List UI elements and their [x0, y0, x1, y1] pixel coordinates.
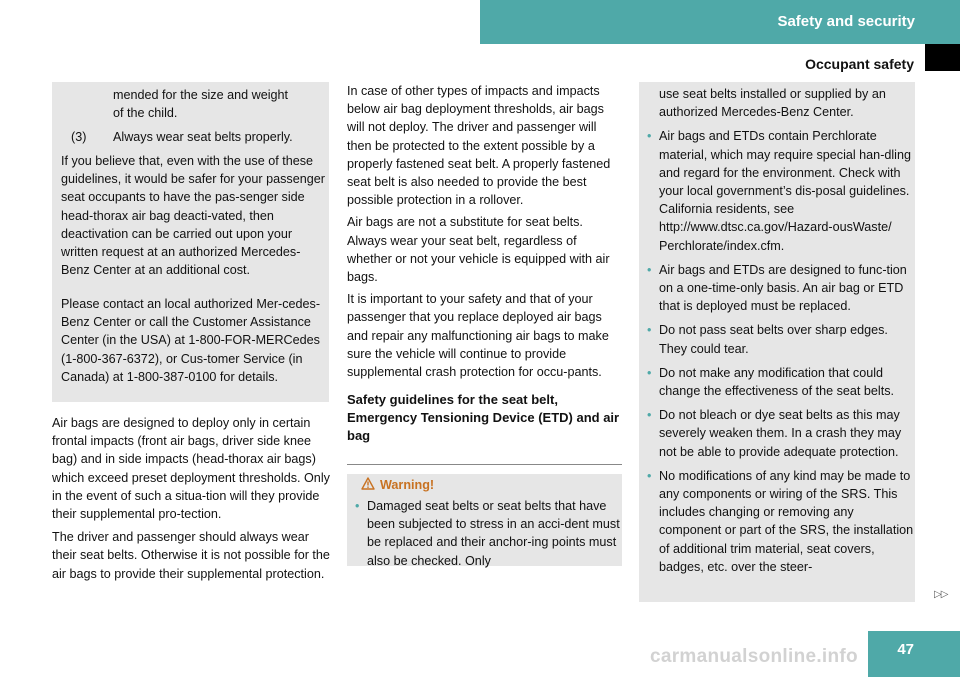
heading-divider — [347, 464, 622, 465]
header-marker — [925, 44, 960, 71]
warning-triangle-icon — [361, 477, 375, 495]
page-number: 47 — [897, 641, 914, 658]
list-item: • Do not pass seat belts over sharp edges. They could tear. — [647, 323, 888, 356]
bullet-icon: • — [647, 129, 652, 144]
child-seat-info-box — [52, 82, 329, 402]
list-item: • Air bags and ETDs contain Perchlorate material, which may require special han-dling and regard for the environment. Check with your local government’s dis-posal guidelines. California residents, see http://www.dtsc.ca.gov/Hazard-ousWaste/ Perchlorate/index.cfm. — [647, 129, 911, 253]
page-number-box — [868, 631, 960, 677]
continue-arrow-icon: ▷▷ — [934, 589, 948, 600]
paragraph: Air bags are designed to deploy only in certain frontal impacts (front air bags, driver side knee bag) and in side impacts (head-thorax air bags) which exceed preset deployment thresholds. Only in the event of such a situa-tion will they provide their supplemental pro-tection. — [52, 416, 330, 522]
subsection-title: Occupant safety — [805, 56, 914, 72]
list-item-text: Always wear seat belts properly. — [113, 130, 293, 144]
paragraph: Air bags are not a substitute for seat belts. Always wear your seat belt, regardless of whether or not your vehicle is equipped with air bags. — [347, 215, 610, 285]
contact-paragraph: Please contact an local authorized Mer-cedes-Benz Center or call the Customer Assistance Center (in the USA) at 1-800-FOR-MERCedes (1-800-367-6372), or Cus-tomer Service (in Canada) at 1-800-387-0100 for details. — [61, 297, 321, 384]
list-item-number: (3) — [71, 130, 87, 144]
list-continuation-line: of the child. — [113, 106, 178, 120]
section-heading: Safety guidelines for the seat belt, Emergency Tensioning Device (ETD) and air bag — [347, 392, 620, 444]
paragraph: It is important to your safety and that of your passenger that you replace deployed air bags and repair any malfunctioning air bags to make sure the vehicle will continue to provide supplemental crash protection for occu-pants. — [347, 292, 609, 380]
bullet-icon: • — [647, 408, 652, 423]
list-item: • Do not bleach or dye seat belts as this may severely weaken them. In a crash they may not be able to provide adequate protection. — [647, 408, 902, 459]
section-title: Safety and security — [777, 13, 915, 30]
list-item: • No modifications of any kind may be made to any components or wiring of the SRS. This includes changing or removing any component or part of the SRS, the installation of additional trim material, seat covers, badges, etc. over the steer- — [647, 468, 914, 574]
list-continuation-line: mended for the size and weight — [113, 88, 289, 102]
paragraph: The driver and passenger should always wear their seat belts. Otherwise it is not possible for the air bags to provide their supplemental protection. — [52, 530, 330, 581]
column-1-text — [52, 414, 332, 588]
warning-text: Damaged seat belts or seat belts that have been subjected to stress in an acci-dent must be replaced and their anchor-ing points must also be checked. Only — [367, 499, 620, 568]
warning-box — [347, 474, 622, 566]
bullet-icon: • — [647, 365, 652, 380]
bullet-icon: • — [647, 468, 652, 483]
bullet-icon: • — [647, 323, 652, 338]
watermark: carmanualsonline.info — [650, 646, 858, 667]
warning-title: Warning! — [380, 478, 435, 492]
continued-text: use seat belts installed or supplied by an authorized Mercedes-Benz Center. — [659, 87, 886, 120]
list-item: • Air bags and ETDs are designed to func-tion on a one-time-only basis. An air bag or ETD that is deployed must be replaced. — [647, 262, 907, 314]
paragraph: In case of other types of impacts and impacts below air bag deployment thresholds, air bags will not deploy. The driver and passenger will then be protected to the extent possible by a properly fastened seat belt. A properly fastened seat belt is also needed to provide the best possible protection in a rollover. — [347, 84, 611, 208]
column-2-text — [347, 82, 623, 449]
deactivation-paragraph: If you believe that, even with the use of these guidelines, it would be safer for your passenger seat occupants to have the pas-senger side head-thorax air bag deacti-vated, then deactivation can be carried out upon your written request at an authorized Mercedes-Benz Center at an additional cost. — [61, 154, 325, 278]
bullet-icon: • — [647, 262, 652, 277]
bullet-icon: • — [355, 499, 360, 513]
list-item: • Do not make any modification that could change the effectiveness of the seat belts. — [647, 365, 895, 399]
seat-belt-guidelines-box — [639, 82, 915, 602]
